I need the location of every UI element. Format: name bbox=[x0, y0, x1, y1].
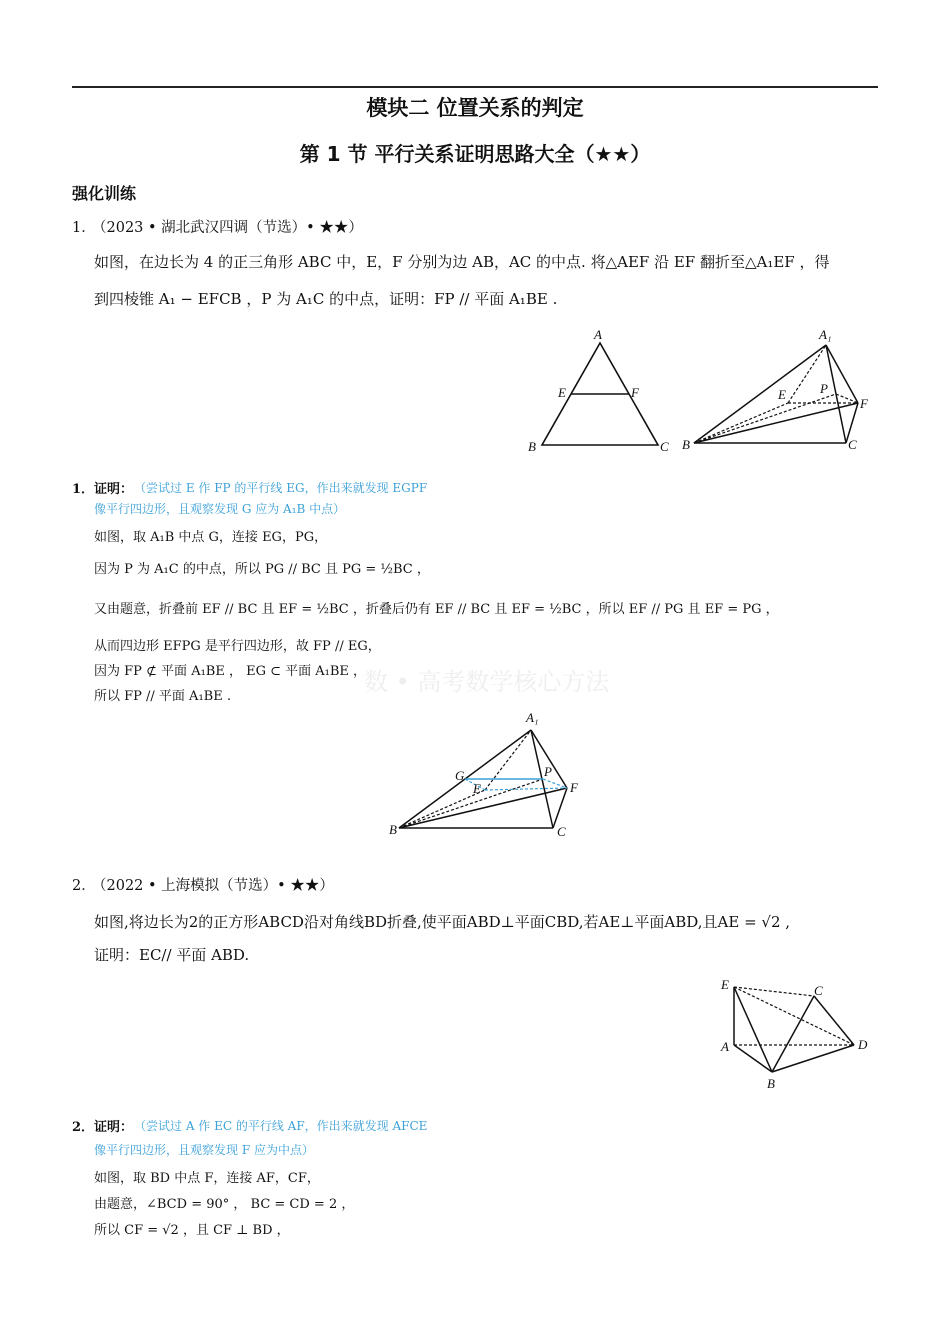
fig2-label-P: P bbox=[820, 381, 828, 396]
solution1-step1: 如图，取 A₁B 中点 G，连接 EG，PG， bbox=[94, 530, 328, 545]
fig4-label-D: D bbox=[858, 1037, 868, 1052]
solution2-hint-line1: （尝试过 A 作 EC 的平行线 AF，作出来就发现 AFCE bbox=[134, 1119, 428, 1133]
fig3-label-E: E bbox=[473, 781, 481, 796]
header-rule bbox=[72, 86, 878, 88]
fig2-label-C: C bbox=[848, 437, 857, 452]
subsection-heading: 强化训练 bbox=[72, 184, 137, 203]
fig1-label-F: F bbox=[631, 385, 639, 400]
fig2-label-B: B bbox=[682, 437, 690, 452]
solution1-step3: 又由题意，折叠前 EF // BC 且 EF = ½BC ，折叠后仍有 EF // BC 且 EF = ½BC ，所以 EF // PG 且 EF = PG ， bbox=[94, 602, 779, 617]
problem1-line2: 到四棱锥 A₁ − EFCB ，P 为 A₁C 的中点，证明：FP // 平面 A₁BE . bbox=[94, 290, 558, 308]
problem2-line1: 如图,将边长为2的正方形ABCD沿对角线BD折叠,使平面ABD⊥平面CBD,若AE⊥平面ABD,且AE = √2 , bbox=[94, 913, 791, 931]
problem2-number: 2． bbox=[72, 878, 96, 894]
solution1-figure bbox=[385, 710, 585, 842]
solution2-step2: 由题意，∠BCD = 90° ， BC = CD = 2 ， bbox=[94, 1197, 355, 1212]
problem1-figure-pyramid bbox=[680, 325, 880, 460]
watermark-text: 数 • 高考数学核心方法 bbox=[364, 668, 610, 696]
solution2-number: 2． bbox=[72, 1120, 95, 1135]
fig4-label-A: A bbox=[721, 1039, 729, 1054]
solution2-label: 证明： bbox=[94, 1120, 134, 1135]
problem2-source: （2022 • 上海模拟（节选）• ★★） bbox=[92, 878, 334, 894]
problem1-number: 1． bbox=[72, 220, 96, 236]
solution1-step4: 从而四边形 EFPG 是平行四边形，故 FP // EG， bbox=[94, 639, 381, 654]
solution1-hint-line2: 像平行四边形，且观察发现 G 应为 A₁B 中点） bbox=[94, 502, 346, 516]
fig2-label-E: E bbox=[778, 387, 786, 402]
fig1-label-C: C bbox=[660, 439, 669, 454]
solution1-step2: 因为 P 为 A₁C 的中点，所以 PG // BC 且 PG = ½BC ， bbox=[94, 562, 430, 577]
fig3-label-P: P bbox=[544, 764, 552, 779]
solution1-step5: 因为 FP ⊄ 平面 A₁BE ， EG ⊂ 平面 A₁BE ， bbox=[94, 664, 367, 679]
fig3-label-F: F bbox=[570, 780, 578, 795]
solution2-hint-line2: 像平行四边形，且观察发现 F 应为中点） bbox=[94, 1143, 314, 1157]
fig1-label-E: E bbox=[558, 385, 566, 400]
problem2-line2: 证明：EC// 平面 ABD. bbox=[94, 946, 250, 964]
solution2-step1: 如图，取 BD 中点 F，连接 AF，CF， bbox=[94, 1171, 320, 1186]
fig3-label-G: G bbox=[455, 768, 465, 783]
fig3-label-B: B bbox=[389, 822, 397, 837]
problem1-line1: 如图，在边长为 4 的正三角形 ABC 中，E，F 分别为边 AB，AC 的中点. 将△AEF 沿 EF 翻折至△A₁EF ，得 bbox=[94, 253, 830, 271]
fig4-label-C: C bbox=[814, 983, 823, 998]
fig2-label-A1: A₁ bbox=[819, 327, 832, 342]
fig4-label-B: B bbox=[767, 1076, 775, 1091]
solution2-step3: 所以 CF = √2 ，且 CF ⊥ BD ， bbox=[94, 1223, 290, 1238]
module-title: 模块二 位置关系的判定 bbox=[366, 96, 584, 120]
solution1-number: 1． bbox=[72, 482, 95, 497]
fig4-label-E: E bbox=[721, 977, 729, 992]
problem1-figure-triangle bbox=[520, 325, 680, 460]
solution1-step6: 所以 FP // 平面 A₁BE . bbox=[94, 689, 231, 704]
problem1-source: （2023 • 湖北武汉四调（节选）• ★★） bbox=[92, 220, 363, 236]
solution1-hint-line1: （尝试过 E 作 FP 的平行线 EG，作出来就发现 EGPF bbox=[134, 481, 428, 495]
fig1-label-B: B bbox=[528, 439, 536, 454]
problem2-figure bbox=[718, 975, 878, 1095]
fig1-label-A: A bbox=[594, 327, 602, 342]
fig2-label-F: F bbox=[860, 396, 868, 411]
solution1-label: 证明： bbox=[94, 482, 134, 497]
section-title: 第 1 节 平行关系证明思路大全（★★） bbox=[299, 142, 651, 166]
fig3-label-A1: A₁ bbox=[526, 710, 539, 725]
fig3-label-C: C bbox=[557, 824, 566, 839]
